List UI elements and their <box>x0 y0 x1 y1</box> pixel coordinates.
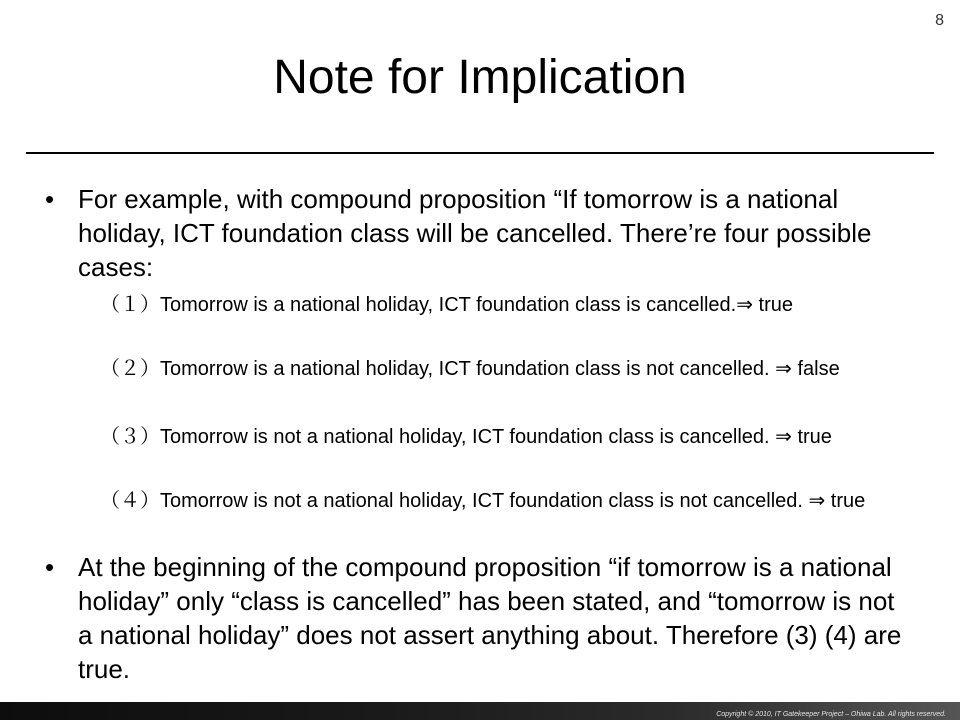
bullet-text: At the beginning of the compound proposition “if tomorrow is a national holiday” only “class is cancelled” has been stated, and “tomorrow is not a national holiday” does not assert anything about. Therefore (3) (4) are true. <box>78 552 902 684</box>
page-number: 8 <box>935 12 944 29</box>
case-item-3: （３）Tomorrow is not a national holiday, ICT foundation class is cancelled. ⇒ true <box>100 426 832 448</box>
copyright-text: Copyright © 2010, IT Gatekeeper Project – Ohiwa Lab. All rights reserved. <box>716 711 946 718</box>
bullet-dot-icon: • <box>45 552 55 582</box>
title-divider <box>26 152 934 154</box>
case-item-2: （２）Tomorrow is a national holiday, ICT foundation class is not cancelled. ⇒ false <box>100 358 840 380</box>
slide-title: Note for Implication <box>273 51 687 104</box>
bullet-dot-icon: • <box>45 184 55 214</box>
footer-bar <box>0 702 960 720</box>
case-item-4: （４）Tomorrow is not a national holiday, ICT foundation class is not cancelled. ⇒ true <box>100 490 866 512</box>
bullet-text: For example, with compound proposition “If tomorrow is a national holiday, ICT foundation class will be cancelled. There’re four possible cases: <box>78 184 872 282</box>
case-item-1: （１）Tomorrow is a national holiday, ICT foundation class is cancelled.⇒ true <box>100 294 793 316</box>
